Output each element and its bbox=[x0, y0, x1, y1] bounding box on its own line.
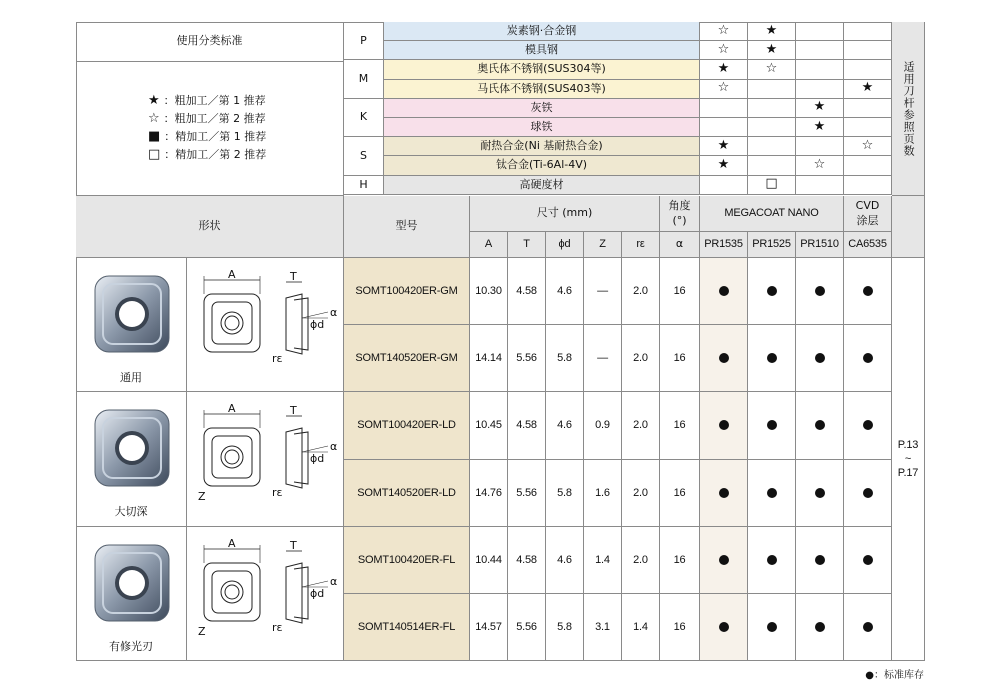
stock-cell bbox=[748, 325, 796, 392]
insert-drawing bbox=[190, 537, 340, 657]
dim-alpha: 16 bbox=[660, 392, 700, 459]
material-name: 奥氏体不锈钢(SUS304等) bbox=[384, 60, 700, 79]
stock-cell bbox=[700, 392, 748, 459]
col-model: 型号 bbox=[344, 196, 470, 258]
drawing-label-alpha: α bbox=[330, 306, 338, 319]
drawing-label-A: A bbox=[228, 402, 236, 416]
recommend-mark bbox=[748, 137, 796, 156]
drawing-label-re: rε bbox=[272, 620, 283, 634]
recommend-mark bbox=[844, 118, 892, 137]
legend-text: ：精加工／第 2 推荐 bbox=[164, 148, 267, 162]
shape-name: 通用 bbox=[120, 371, 142, 385]
recommend-mark bbox=[796, 176, 844, 195]
recommend-mark: ★ bbox=[748, 22, 796, 41]
stock-cell bbox=[796, 325, 844, 392]
material-name: 模具钢 bbox=[384, 41, 700, 60]
dim-a: 10.45 bbox=[470, 392, 508, 459]
recommend-mark: □ bbox=[748, 176, 796, 195]
legend-item bbox=[148, 93, 266, 111]
material-group-h: H bbox=[344, 176, 384, 195]
material-name: 高硬度材 bbox=[384, 176, 700, 195]
standard-stock-dot bbox=[815, 622, 825, 632]
recommend-mark: ★ bbox=[748, 41, 796, 60]
standard-stock-dot bbox=[815, 286, 825, 296]
page-ref-from: P.13 bbox=[897, 438, 919, 451]
recommend-mark: ★ bbox=[796, 118, 844, 137]
shape-name: 有修光刃 bbox=[109, 639, 153, 653]
standard-stock-dot bbox=[767, 622, 777, 632]
recommend-mark: ☆ bbox=[700, 80, 748, 99]
drawing-label-Z: Z bbox=[198, 624, 206, 638]
recommend-mark bbox=[844, 99, 892, 118]
drawing-label-A: A bbox=[228, 268, 236, 281]
recommend-mark bbox=[844, 41, 892, 60]
recommend-mark bbox=[700, 176, 748, 195]
standard-stock-dot bbox=[863, 555, 873, 565]
insert-photo bbox=[87, 535, 177, 635]
dim-z: 3.1 bbox=[584, 594, 622, 661]
drawing-label-Z: Z bbox=[198, 490, 206, 504]
size-col-header: rε bbox=[622, 232, 660, 258]
legend-text: ：粗加工／第 2 推荐 bbox=[163, 112, 266, 126]
standard-stock-dot bbox=[767, 420, 777, 430]
usage-title: 使用分类标准 bbox=[76, 22, 344, 62]
legend-text: ：粗加工／第 1 推荐 bbox=[163, 94, 266, 108]
material-name: 马氏体不锈钢(SUS403等) bbox=[384, 80, 700, 99]
stock-cell bbox=[844, 325, 892, 392]
legend-box bbox=[76, 62, 344, 196]
dim-z: 1.6 bbox=[584, 460, 622, 527]
drawing-label-re: rε bbox=[272, 352, 283, 365]
drawing-label-alpha: α bbox=[330, 440, 338, 454]
dim-d: 5.8 bbox=[546, 460, 584, 527]
recommend-mark: ☆ bbox=[844, 137, 892, 156]
legend-symbol: ★ bbox=[148, 93, 160, 109]
recommend-mark: ☆ bbox=[748, 60, 796, 79]
holder-ref-text: 适用刀杆参照页数 bbox=[902, 60, 916, 157]
col-angle: 角度 (°) bbox=[660, 196, 700, 232]
stock-cell bbox=[844, 594, 892, 661]
recommend-mark bbox=[700, 118, 748, 137]
stock-cell bbox=[796, 258, 844, 325]
standard-stock-dot bbox=[767, 555, 777, 565]
stock-cell bbox=[748, 527, 796, 594]
material-name: 钛合金(Ti-6Al-4V) bbox=[384, 156, 700, 175]
dim-a: 10.44 bbox=[470, 527, 508, 594]
recommend-mark: ☆ bbox=[700, 22, 748, 41]
standard-stock-dot bbox=[863, 488, 873, 498]
recommend-mark: ★ bbox=[700, 60, 748, 79]
standard-stock-dot bbox=[719, 420, 729, 430]
recommend-mark bbox=[748, 118, 796, 137]
recommend-mark bbox=[796, 22, 844, 41]
model-code: SOMT140514ER-FL bbox=[344, 594, 470, 661]
legend-item bbox=[148, 147, 266, 165]
material-group-s: S bbox=[344, 137, 384, 175]
dim-a: 14.14 bbox=[470, 325, 508, 392]
dim-t: 4.58 bbox=[508, 392, 546, 459]
legend-symbol: ■ bbox=[148, 129, 161, 145]
legend-symbol: □ bbox=[148, 147, 161, 163]
stock-cell bbox=[796, 460, 844, 527]
recommend-mark bbox=[844, 22, 892, 41]
dim-a: 14.57 bbox=[470, 594, 508, 661]
col-cvd: CVD 涂层 bbox=[844, 196, 892, 232]
grade-header: PR1525 bbox=[748, 232, 796, 258]
standard-stock-dot bbox=[815, 420, 825, 430]
recommend-mark: ☆ bbox=[700, 41, 748, 60]
material-group-m: M bbox=[344, 60, 384, 98]
model-code: SOMT100420ER-FL bbox=[344, 527, 470, 594]
dim-re: 2.0 bbox=[622, 460, 660, 527]
stock-cell bbox=[700, 258, 748, 325]
size-col-header: A bbox=[470, 232, 508, 258]
dim-d: 4.6 bbox=[546, 258, 584, 325]
standard-stock-dot bbox=[719, 286, 729, 296]
dim-a: 10.30 bbox=[470, 258, 508, 325]
recommend-mark bbox=[700, 99, 748, 118]
dim-z: — bbox=[584, 325, 622, 392]
insert-photo bbox=[87, 400, 177, 500]
col-size: 尺寸 (mm) bbox=[470, 196, 660, 232]
dim-re: 2.0 bbox=[622, 258, 660, 325]
recommend-mark bbox=[796, 41, 844, 60]
recommend-mark bbox=[844, 156, 892, 175]
recommend-mark: ★ bbox=[700, 156, 748, 175]
dim-d: 4.6 bbox=[546, 392, 584, 459]
legend-item bbox=[148, 111, 266, 129]
insert-drawing bbox=[190, 402, 340, 522]
recommend-mark bbox=[796, 80, 844, 99]
model-code: SOMT140520ER-GM bbox=[344, 325, 470, 392]
grade-header: PR1510 bbox=[796, 232, 844, 258]
standard-stock-dot bbox=[863, 420, 873, 430]
legend-symbol: ☆ bbox=[148, 111, 160, 127]
recommend-mark bbox=[844, 60, 892, 79]
drawing-label-A: A bbox=[228, 536, 236, 550]
material-name: 炭素钢·合金钢 bbox=[384, 22, 700, 41]
dim-alpha: 16 bbox=[660, 460, 700, 527]
dim-d: 5.8 bbox=[546, 594, 584, 661]
standard-stock-dot bbox=[863, 286, 873, 296]
recommend-mark bbox=[748, 99, 796, 118]
dim-alpha: 16 bbox=[660, 594, 700, 661]
recommend-mark bbox=[748, 156, 796, 175]
drawing-label-d: ϕd bbox=[310, 452, 325, 466]
stock-cell bbox=[748, 392, 796, 459]
recommend-mark bbox=[844, 176, 892, 195]
dim-t: 5.56 bbox=[508, 325, 546, 392]
stock-cell bbox=[700, 527, 748, 594]
dim-t: 5.56 bbox=[508, 594, 546, 661]
material-name: 耐热合金(Ni 基耐热合金) bbox=[384, 137, 700, 156]
drawing-label-alpha: α bbox=[330, 574, 338, 588]
size-col-header: T bbox=[508, 232, 546, 258]
dim-d: 4.6 bbox=[546, 527, 584, 594]
dim-alpha: 16 bbox=[660, 325, 700, 392]
standard-stock-dot bbox=[815, 488, 825, 498]
drawing-label-d: ϕd bbox=[310, 586, 325, 600]
stock-cell bbox=[700, 460, 748, 527]
col-shape: 形状 bbox=[76, 196, 344, 258]
stock-cell bbox=[844, 527, 892, 594]
material-name: 球铁 bbox=[384, 118, 700, 137]
material-group-k: K bbox=[344, 99, 384, 137]
recommend-mark: ★ bbox=[844, 80, 892, 99]
size-col-header: ϕd bbox=[546, 232, 584, 258]
holder-ref-label bbox=[892, 22, 925, 196]
recommend-mark bbox=[796, 137, 844, 156]
recommend-mark bbox=[748, 80, 796, 99]
dim-alpha: 16 bbox=[660, 527, 700, 594]
standard-stock-dot bbox=[815, 353, 825, 363]
grade-header: PR1535 bbox=[700, 232, 748, 258]
dim-z: — bbox=[584, 258, 622, 325]
stock-cell bbox=[844, 460, 892, 527]
dim-re: 2.0 bbox=[622, 527, 660, 594]
page-ref-to: P.17 bbox=[897, 467, 919, 480]
recommend-mark: ☆ bbox=[796, 156, 844, 175]
standard-stock-dot bbox=[719, 555, 729, 565]
angle-col-header: α bbox=[660, 232, 700, 258]
recommend-mark: ★ bbox=[796, 99, 844, 118]
recommend-mark: ★ bbox=[700, 137, 748, 156]
dim-t: 4.58 bbox=[508, 258, 546, 325]
stock-cell bbox=[700, 325, 748, 392]
stock-cell bbox=[700, 594, 748, 661]
drawing-label-T: T bbox=[290, 270, 297, 283]
model-code: SOMT100420ER-GM bbox=[344, 258, 470, 325]
stock-cell bbox=[796, 594, 844, 661]
stock-cell bbox=[796, 392, 844, 459]
dim-t: 4.58 bbox=[508, 527, 546, 594]
stock-cell bbox=[796, 527, 844, 594]
legend-item bbox=[148, 129, 266, 147]
legend-text: ：精加工／第 1 推荐 bbox=[164, 130, 267, 144]
dim-re: 2.0 bbox=[622, 325, 660, 392]
standard-stock-dot bbox=[815, 555, 825, 565]
dim-alpha: 16 bbox=[660, 258, 700, 325]
dim-re: 2.0 bbox=[622, 392, 660, 459]
standard-stock-dot bbox=[863, 353, 873, 363]
material-group-p: P bbox=[344, 22, 384, 60]
standard-stock-dot bbox=[863, 622, 873, 632]
drawing-label-re: rε bbox=[272, 486, 283, 500]
stock-cell bbox=[748, 258, 796, 325]
dim-t: 5.56 bbox=[508, 460, 546, 527]
stock-cell bbox=[844, 392, 892, 459]
side-header-blank bbox=[892, 196, 925, 258]
stock-cell bbox=[748, 460, 796, 527]
standard-stock-dot bbox=[767, 286, 777, 296]
page-ref-sep: ~ bbox=[904, 452, 912, 465]
standard-stock-dot bbox=[719, 622, 729, 632]
standard-stock-dot bbox=[719, 488, 729, 498]
dim-z: 0.9 bbox=[584, 392, 622, 459]
shape-name: 大切深 bbox=[114, 505, 148, 519]
dim-a: 14.76 bbox=[470, 460, 508, 527]
insert-drawing bbox=[190, 268, 340, 388]
material-name: 灰铁 bbox=[384, 99, 700, 118]
standard-stock-dot bbox=[719, 353, 729, 363]
dim-z: 1.4 bbox=[584, 527, 622, 594]
drawing-label-T: T bbox=[290, 538, 297, 552]
standard-stock-dot bbox=[767, 353, 777, 363]
dim-re: 1.4 bbox=[622, 594, 660, 661]
recommend-mark bbox=[796, 60, 844, 79]
drawing-label-T: T bbox=[290, 404, 297, 418]
standard-stock-dot bbox=[767, 488, 777, 498]
size-col-header: Z bbox=[584, 232, 622, 258]
dim-d: 5.8 bbox=[546, 325, 584, 392]
grade-header: CA6535 bbox=[844, 232, 892, 258]
col-megacoat: MEGACOAT NANO bbox=[700, 196, 844, 232]
page-ref-cell bbox=[892, 258, 925, 661]
insert-photo bbox=[87, 266, 177, 366]
stock-cell bbox=[844, 258, 892, 325]
model-code: SOMT100420ER-LD bbox=[344, 392, 470, 459]
footnote: ●：标准库存 bbox=[865, 670, 924, 681]
stock-cell bbox=[748, 594, 796, 661]
model-code: SOMT140520ER-LD bbox=[344, 460, 470, 527]
drawing-label-d: ϕd bbox=[310, 318, 325, 331]
